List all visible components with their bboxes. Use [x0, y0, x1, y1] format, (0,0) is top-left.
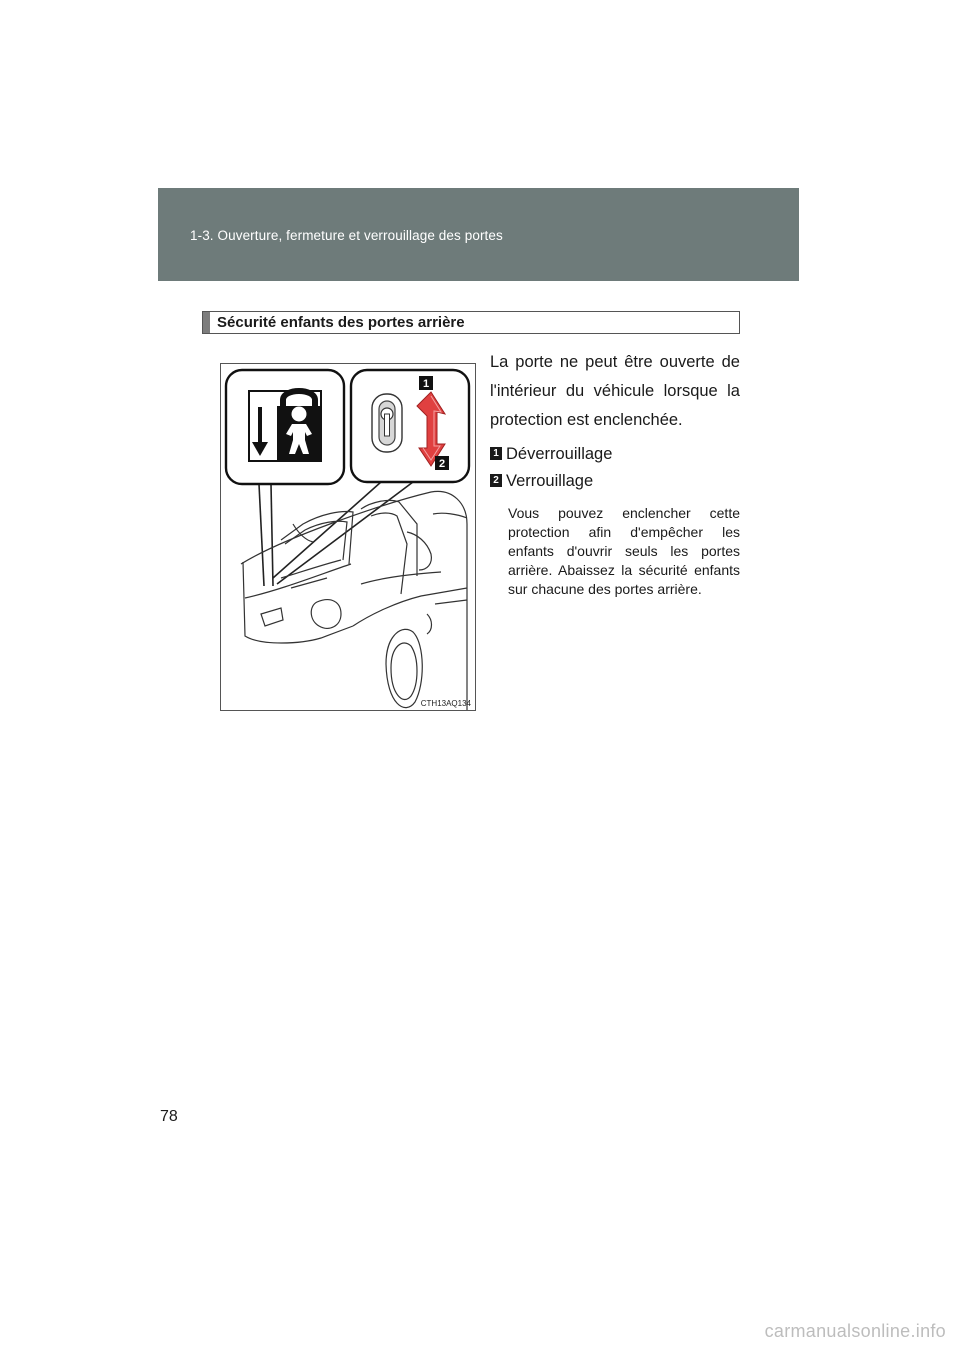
figure-code: CTH13AQ134 — [420, 699, 471, 708]
step-lock — [490, 468, 740, 494]
chapter-header — [158, 188, 799, 281]
step-label-unlock: Déverrouillage — [506, 445, 613, 463]
note-paragraph: Vous pouvez enclencher cette protection afin d'empêcher les enfants d'ouvrir seuls les portes arrière. Abaissez la sécurité enfants sur chacune des portes arrière. — [508, 505, 740, 597]
chapter-title: 1-3. Ouverture, fermeture et verrouillage des portes — [190, 228, 503, 243]
lock-lever-icon — [372, 394, 402, 452]
section-heading — [202, 311, 740, 334]
svg-text:2: 2 — [438, 458, 446, 470]
child-lock-figure — [220, 363, 476, 711]
step-label-lock: Verrouillage — [506, 472, 594, 490]
intro-paragraph: La porte ne peut être ouverte de l'intérieur du véhicule lorsque la protection est enclenchée. — [490, 353, 740, 429]
watermark: carmanualsonline.info — [764, 1321, 946, 1341]
section-heading-tab — [203, 312, 210, 333]
callout-number-2 — [435, 456, 449, 470]
callout-number-1 — [419, 376, 433, 390]
svg-text:1: 1 — [422, 378, 430, 390]
section-title: Sécurité enfants des portes arrière — [217, 314, 465, 331]
car-door-illustration — [221, 364, 476, 711]
step-number-2: 2 — [490, 474, 502, 487]
page-number: 78 — [160, 1108, 178, 1125]
instruction-text — [490, 348, 740, 599]
lever-callout — [351, 370, 469, 482]
step-unlock — [490, 441, 740, 467]
step-number-1: 1 — [490, 447, 502, 460]
